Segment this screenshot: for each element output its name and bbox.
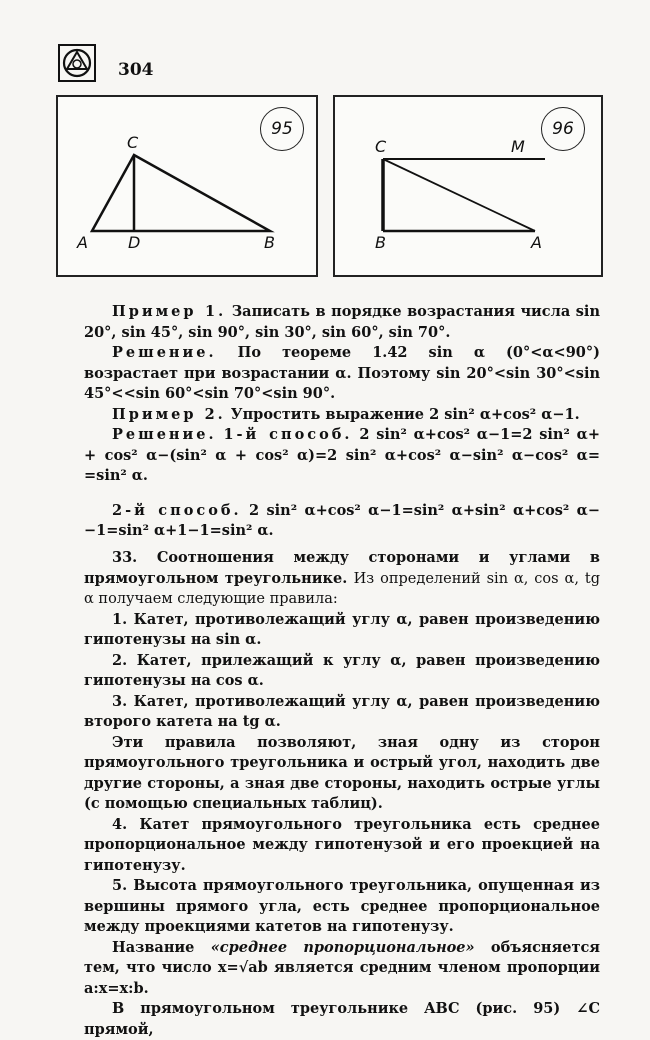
vertex-label-d: D bbox=[128, 233, 141, 252]
section-33-body: Из определений sin α, cos α, tg α получаем следующие правила: bbox=[84, 570, 600, 607]
vertex-label-c: C bbox=[127, 133, 139, 152]
vertex-label-b: B bbox=[264, 233, 275, 252]
body-text bbox=[84, 302, 600, 542]
name-note-end: объясняется тем, что число x=√ab является средним членом пропорции a:x=x:b. bbox=[84, 938, 600, 997]
method-2 bbox=[84, 501, 600, 542]
rules-note: Эти правила позволяют, зная одну из сторон прямоугольного треугольника и острый угол, находить две другие стороны, а зная две стороны, находить острые углы (с помощью специальных таблиц). bbox=[84, 733, 600, 812]
method-1-text: 2 sin² α+cos² α−1=2 sin² α+ + cos² α−(sin² α + cos² α)=2 sin² α+cos² α−sin² α−cos² α= =sin² α. bbox=[84, 426, 600, 484]
solution-1-heading: Решение. bbox=[112, 344, 217, 361]
rule-3: 3. Катет, противолежащий углу α, равен произведению второго катета на tg α. bbox=[84, 692, 600, 730]
page-number: 304 bbox=[118, 60, 154, 80]
figure-95-number: 95 bbox=[260, 107, 304, 151]
example-1-heading: Пример 1. bbox=[112, 303, 227, 320]
example-2 bbox=[84, 405, 600, 426]
example-1-text: Записать в порядке возрастания числа sin 20°, sin 45°, sin 90°, sin 30°, sin 60°, sin 70°. bbox=[84, 303, 600, 341]
rule-5: 5. Высота прямоугольного треугольника, опущенная из вершины прямого угла, есть среднее пропорциональное между проекциями катетов на гипотенузу. bbox=[84, 877, 600, 935]
figure-96 bbox=[333, 95, 603, 277]
name-note-start: Название bbox=[112, 938, 195, 956]
vertex-label-c: C bbox=[375, 137, 387, 156]
figure-96-number: 96 bbox=[541, 107, 585, 151]
solution-2-heading: Решение. bbox=[112, 426, 217, 443]
last-line: В прямоугольном треугольнике ABC (рис. 95) ∠C прямой, bbox=[84, 1000, 600, 1038]
name-note bbox=[84, 938, 600, 1000]
solution-2-method-1 bbox=[84, 425, 600, 487]
vertex-label-a: A bbox=[77, 233, 88, 252]
method-2-text: 2 sin² α+cos² α−1=sin² α+sin² α+cos² α− −1=sin² α+1−1=sin² α. bbox=[84, 501, 600, 539]
example-2-text: Упростить выражение 2 sin² α+cos² α−1. bbox=[230, 405, 580, 423]
solution-1 bbox=[84, 343, 600, 405]
section-33-intro bbox=[84, 548, 600, 610]
figure-95 bbox=[56, 95, 318, 277]
section-33-text bbox=[84, 548, 600, 1040]
method-2-heading: 2-й способ. bbox=[112, 501, 242, 519]
vertex-label-b: B bbox=[375, 233, 386, 252]
rule-2: 2. Катет, прилежащий к углу α, равен произведению гипотенузы на cos α. bbox=[84, 651, 600, 689]
method-1-heading: 1-й способ. bbox=[223, 426, 353, 443]
solution-1-text: По теореме 1.42 sin α (0°<α<90°) возрастает при возрастании α. Поэтому sin 20°<sin 30°<sin 45°<<sin 60°<sin 70°<sin 90°. bbox=[84, 344, 600, 402]
vertex-label-m: M bbox=[511, 137, 525, 156]
section-33-heading: 33. Соотношения между сторонами и углами в прямоугольном треугольнике. bbox=[84, 549, 600, 587]
rule-4: 4. Катет прямоугольного треугольника есть среднее пропорциональное между гипотенузой и его проекцией на гипотенузу. bbox=[84, 815, 600, 874]
example-1 bbox=[84, 302, 600, 343]
vertex-label-a: A bbox=[531, 233, 542, 252]
rule-1: 1. Катет, противолежащий углу α, равен произведению гипотенузы на sin α. bbox=[84, 610, 600, 648]
name-note-term: «среднее пропорциональное» bbox=[210, 938, 475, 956]
triangle-in-circle-icon bbox=[58, 44, 96, 82]
example-2-heading: Пример 2. bbox=[112, 405, 226, 423]
